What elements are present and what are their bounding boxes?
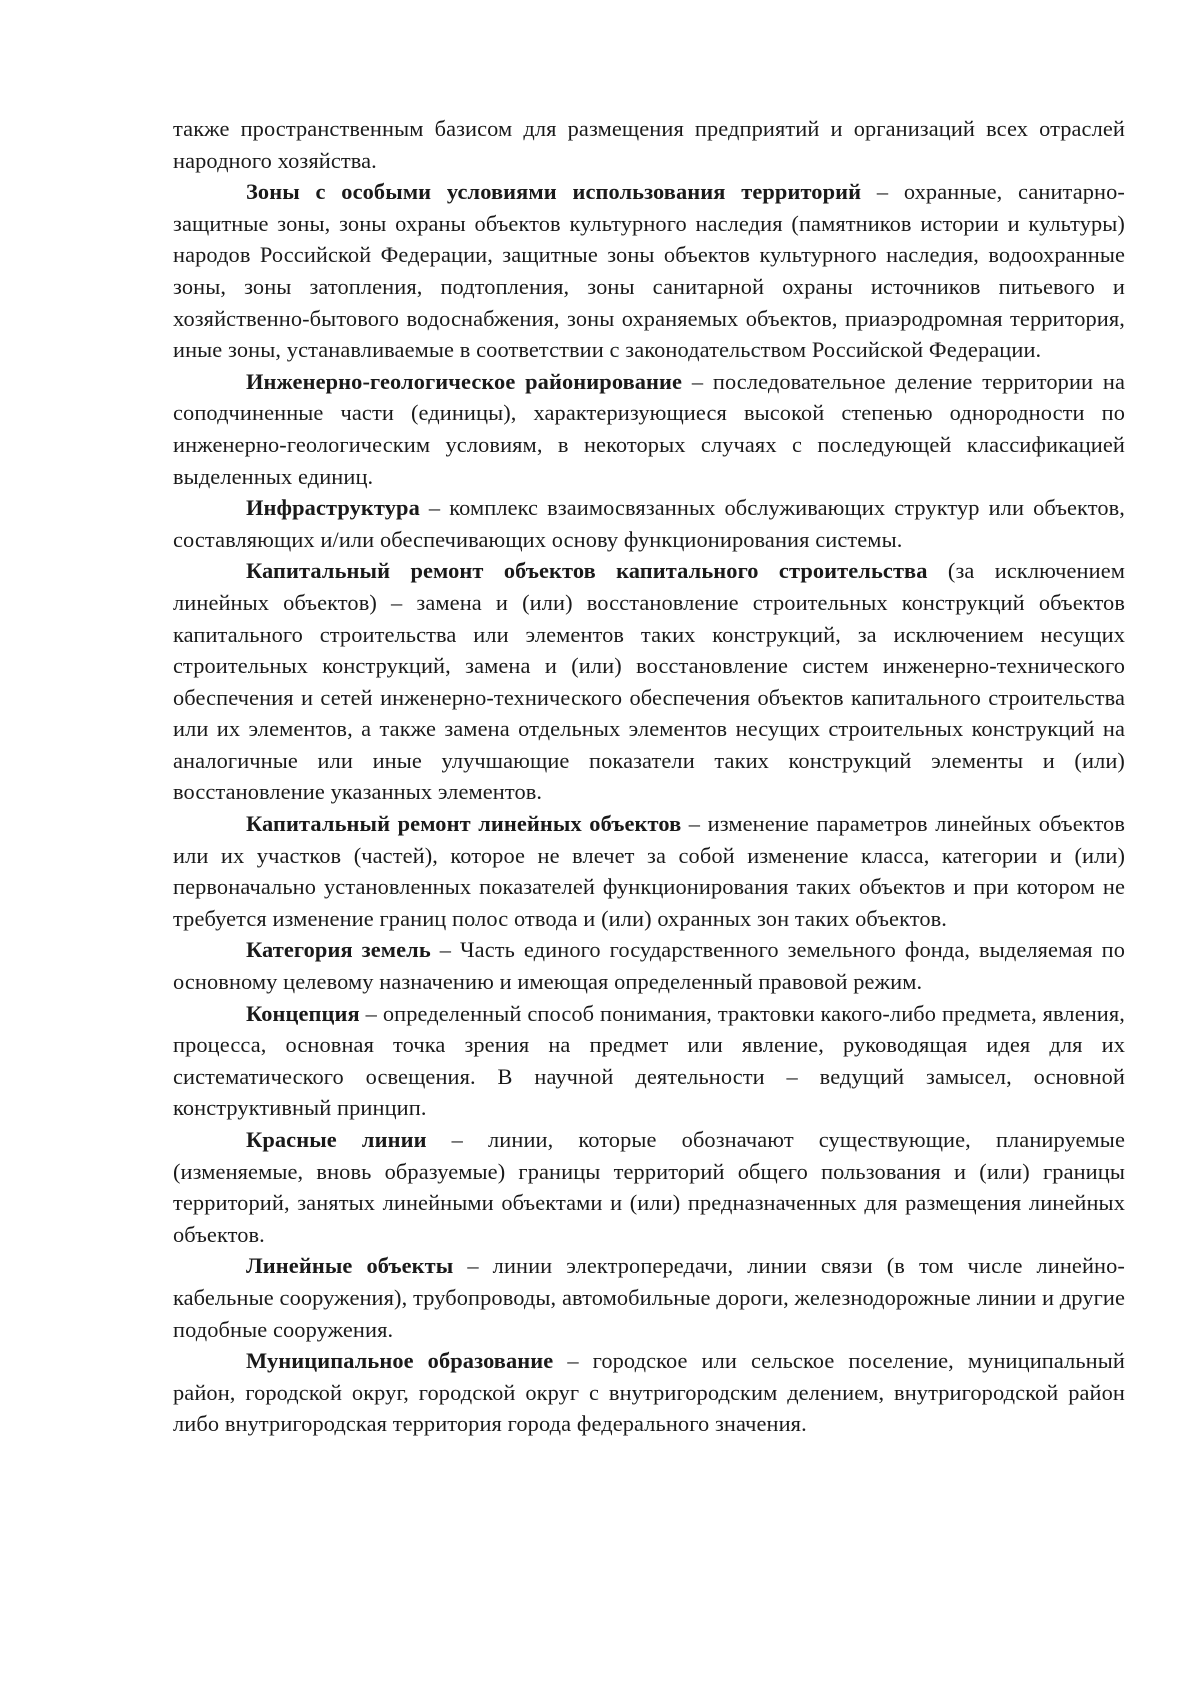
definition-term: Категория земель [246, 937, 431, 963]
definition-text: – охранные, санитарно-защитные зоны, зоны охраны объектов культурного наследия (памятников истории и культуры) народов Российской Федерации, защитные зоны объектов культурного наследия, водоохранные зоны, зоны затопления, подтопления, зоны санитарной охраны источников питьевого и хозяйственно-бытового водоснабжения, зоны охраняемых объектов, приаэродромная территория, иные зоны, устанавливаемые в соответствии с законодательством Российской Федерации. [173, 179, 1125, 363]
definition-text: – комплекс взаимосвязанных обслуживающих структур или объектов, составляющих и/или обеспечивающих основу функционирования системы. [173, 495, 1125, 552]
definition-zones-special-conditions [173, 176, 1125, 366]
definition-text: – линии электропередачи, линии связи (в том числе линейно-кабельные сооружения), трубопроводы, автомобильные дороги, железнодорожные линии и другие подобные сооружения. [173, 1253, 1125, 1342]
definition-infrastructure [173, 492, 1125, 555]
definition-engineering-geological-zoning [173, 366, 1125, 492]
definition-term: Линейные объекты [246, 1253, 454, 1279]
definition-text: – линии, которые обозначают существующие, планируемые (изменяемые, вновь образуемые) границы территорий общего пользования и (или) границы территорий, занятых линейными объектами и (или) предназначенных для размещения линейных объектов. [173, 1127, 1125, 1247]
definition-concept [173, 998, 1125, 1124]
definition-text: – Часть единого государственного земельного фонда, выделяемая по основному целевому назначению и имеющая определенный правовой режим. [173, 937, 1125, 995]
paragraph-text: также пространственным базисом для размещения предприятий и организаций всех отраслей народного хозяйства. [173, 116, 1125, 173]
definition-capital-repair-linear [173, 808, 1125, 934]
definition-text: (за исключением линейных объектов) – замена и (или) восстановление строительных конструкций объектов капитального строительства или элементов таких конструкций, за исключением несущих строительных конструкций, замена и (или) восстановление систем инженерно-технического обеспечения и сетей инженерно-технического обеспечения объектов капитального строительства или их элементов, а также замена отдельных элементов несущих строительных конструкций на аналогичные или иные улучшающие показатели таких конструкций элементы и (или) восстановление указанных элементов. [173, 558, 1126, 805]
definition-red-lines [173, 1124, 1125, 1250]
definition-term: Зоны с особыми условиями использования территорий [246, 179, 862, 205]
definition-term: Инженерно-геологическое районирование [246, 368, 683, 394]
definition-text: – изменение параметров линейных объектов или их участков (частей), которое не влечет за собой изменение класса, категории и (или) первоначально установленных показателей функционирования таких объектов и при котором не требуется изменение границ полос отвода и (или) охранных зон таких объектов. [173, 811, 1125, 931]
definition-term: Красные линии [246, 1127, 427, 1152]
definition-text: – определенный способ понимания, трактовки какого-либо предмета, явления, процесса, основная точка зрения на предмет или явление, руководящая идея для их систематического освещения. В научной деятельности – ведущий замысел, основной конструктивный принцип. [173, 1000, 1125, 1121]
definition-term: Концепция [246, 1000, 360, 1026]
definition-term: Инфраструктура [246, 495, 420, 521]
paragraph-continuation [173, 113, 1125, 176]
definition-term: Муниципальное образование [246, 1348, 554, 1374]
definition-municipality [173, 1345, 1125, 1440]
definition-text: – последовательное деление территории на соподчиненные части (единицы), характеризующиеся высокой степенью однородности по инженерно-геологическим условиям, в некоторых случаях с последующей классификацией выделенных единиц. [173, 368, 1125, 489]
definition-capital-repair-construction [173, 555, 1125, 808]
definition-text: – городское или сельское поселение, муниципальный район, городской округ, городской округ с внутригородским делением, внутригородской район либо внутригородская территория города федерального значения. [173, 1348, 1125, 1437]
definition-term: Капитальный ремонт линейных объектов [246, 811, 682, 837]
definition-term: Капитальный ремонт объектов капитального строительства [246, 558, 928, 584]
document-body [173, 113, 1125, 1440]
definition-linear-objects [173, 1250, 1125, 1345]
definition-land-category [173, 934, 1125, 997]
